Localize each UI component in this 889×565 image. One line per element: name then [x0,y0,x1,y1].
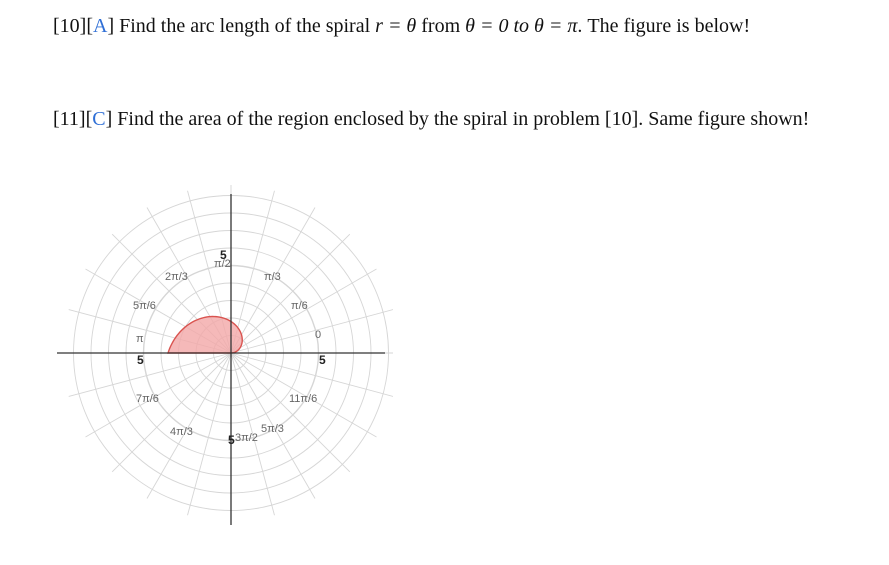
problem-10-text-mid: from [416,15,466,37]
grid-radial-line [231,234,350,353]
radius-label-left: 5 [137,353,144,367]
label-3pi-over-2: 3π/2 [235,432,258,444]
problem-10-text-before: Find the arc length of the spiral [114,15,376,37]
radius-label-right: 5 [319,353,326,367]
problem-11-tag-open: [11][ [53,108,93,130]
label-5pi-over-3: 5π/3 [261,423,284,435]
problem-11 [53,108,809,131]
problem-11-tag-close: ] [105,108,113,130]
radius-label-bottom: 5 [228,433,235,447]
grid-radial-line [231,353,350,472]
problem-11-text: Find the area of the region enclosed by the spiral in problem [10]. Same figure shown! [112,108,810,130]
label-4pi-over-3: 4π/3 [170,426,193,438]
problem-11-letter: C [92,108,106,130]
label-5pi-over-6: 5π/6 [133,300,156,312]
label-pi-over-6: π/6 [291,300,308,312]
problem-10-range: θ = 0 to θ = π [465,15,578,37]
label-zero: 0 [315,329,322,341]
problem-10-text-after: . The figure is below! [577,15,751,37]
label-pi-over-3: π/3 [264,271,281,283]
problem-10-letter: A [92,15,108,37]
radius-label-top: 5 [220,248,227,262]
problem-10-tag-open: [10][ [53,15,93,37]
problem-10-tag-close: ] [107,15,115,37]
polar-grid-figure [53,180,393,530]
problem-10-equation: r = θ [375,15,417,37]
grid-radial-line [112,353,231,472]
grid-radial-line [231,310,393,353]
label-2pi-over-3: 2π/3 [165,271,188,283]
label-pi-over-2: π/2 [214,258,231,270]
label-pi: π [136,333,144,345]
label-7pi-over-6: 7π/6 [136,393,159,405]
label-11pi-over-6: 11π/6 [289,393,318,405]
grid-radial-line [231,353,393,396]
problem-10 [53,15,750,38]
